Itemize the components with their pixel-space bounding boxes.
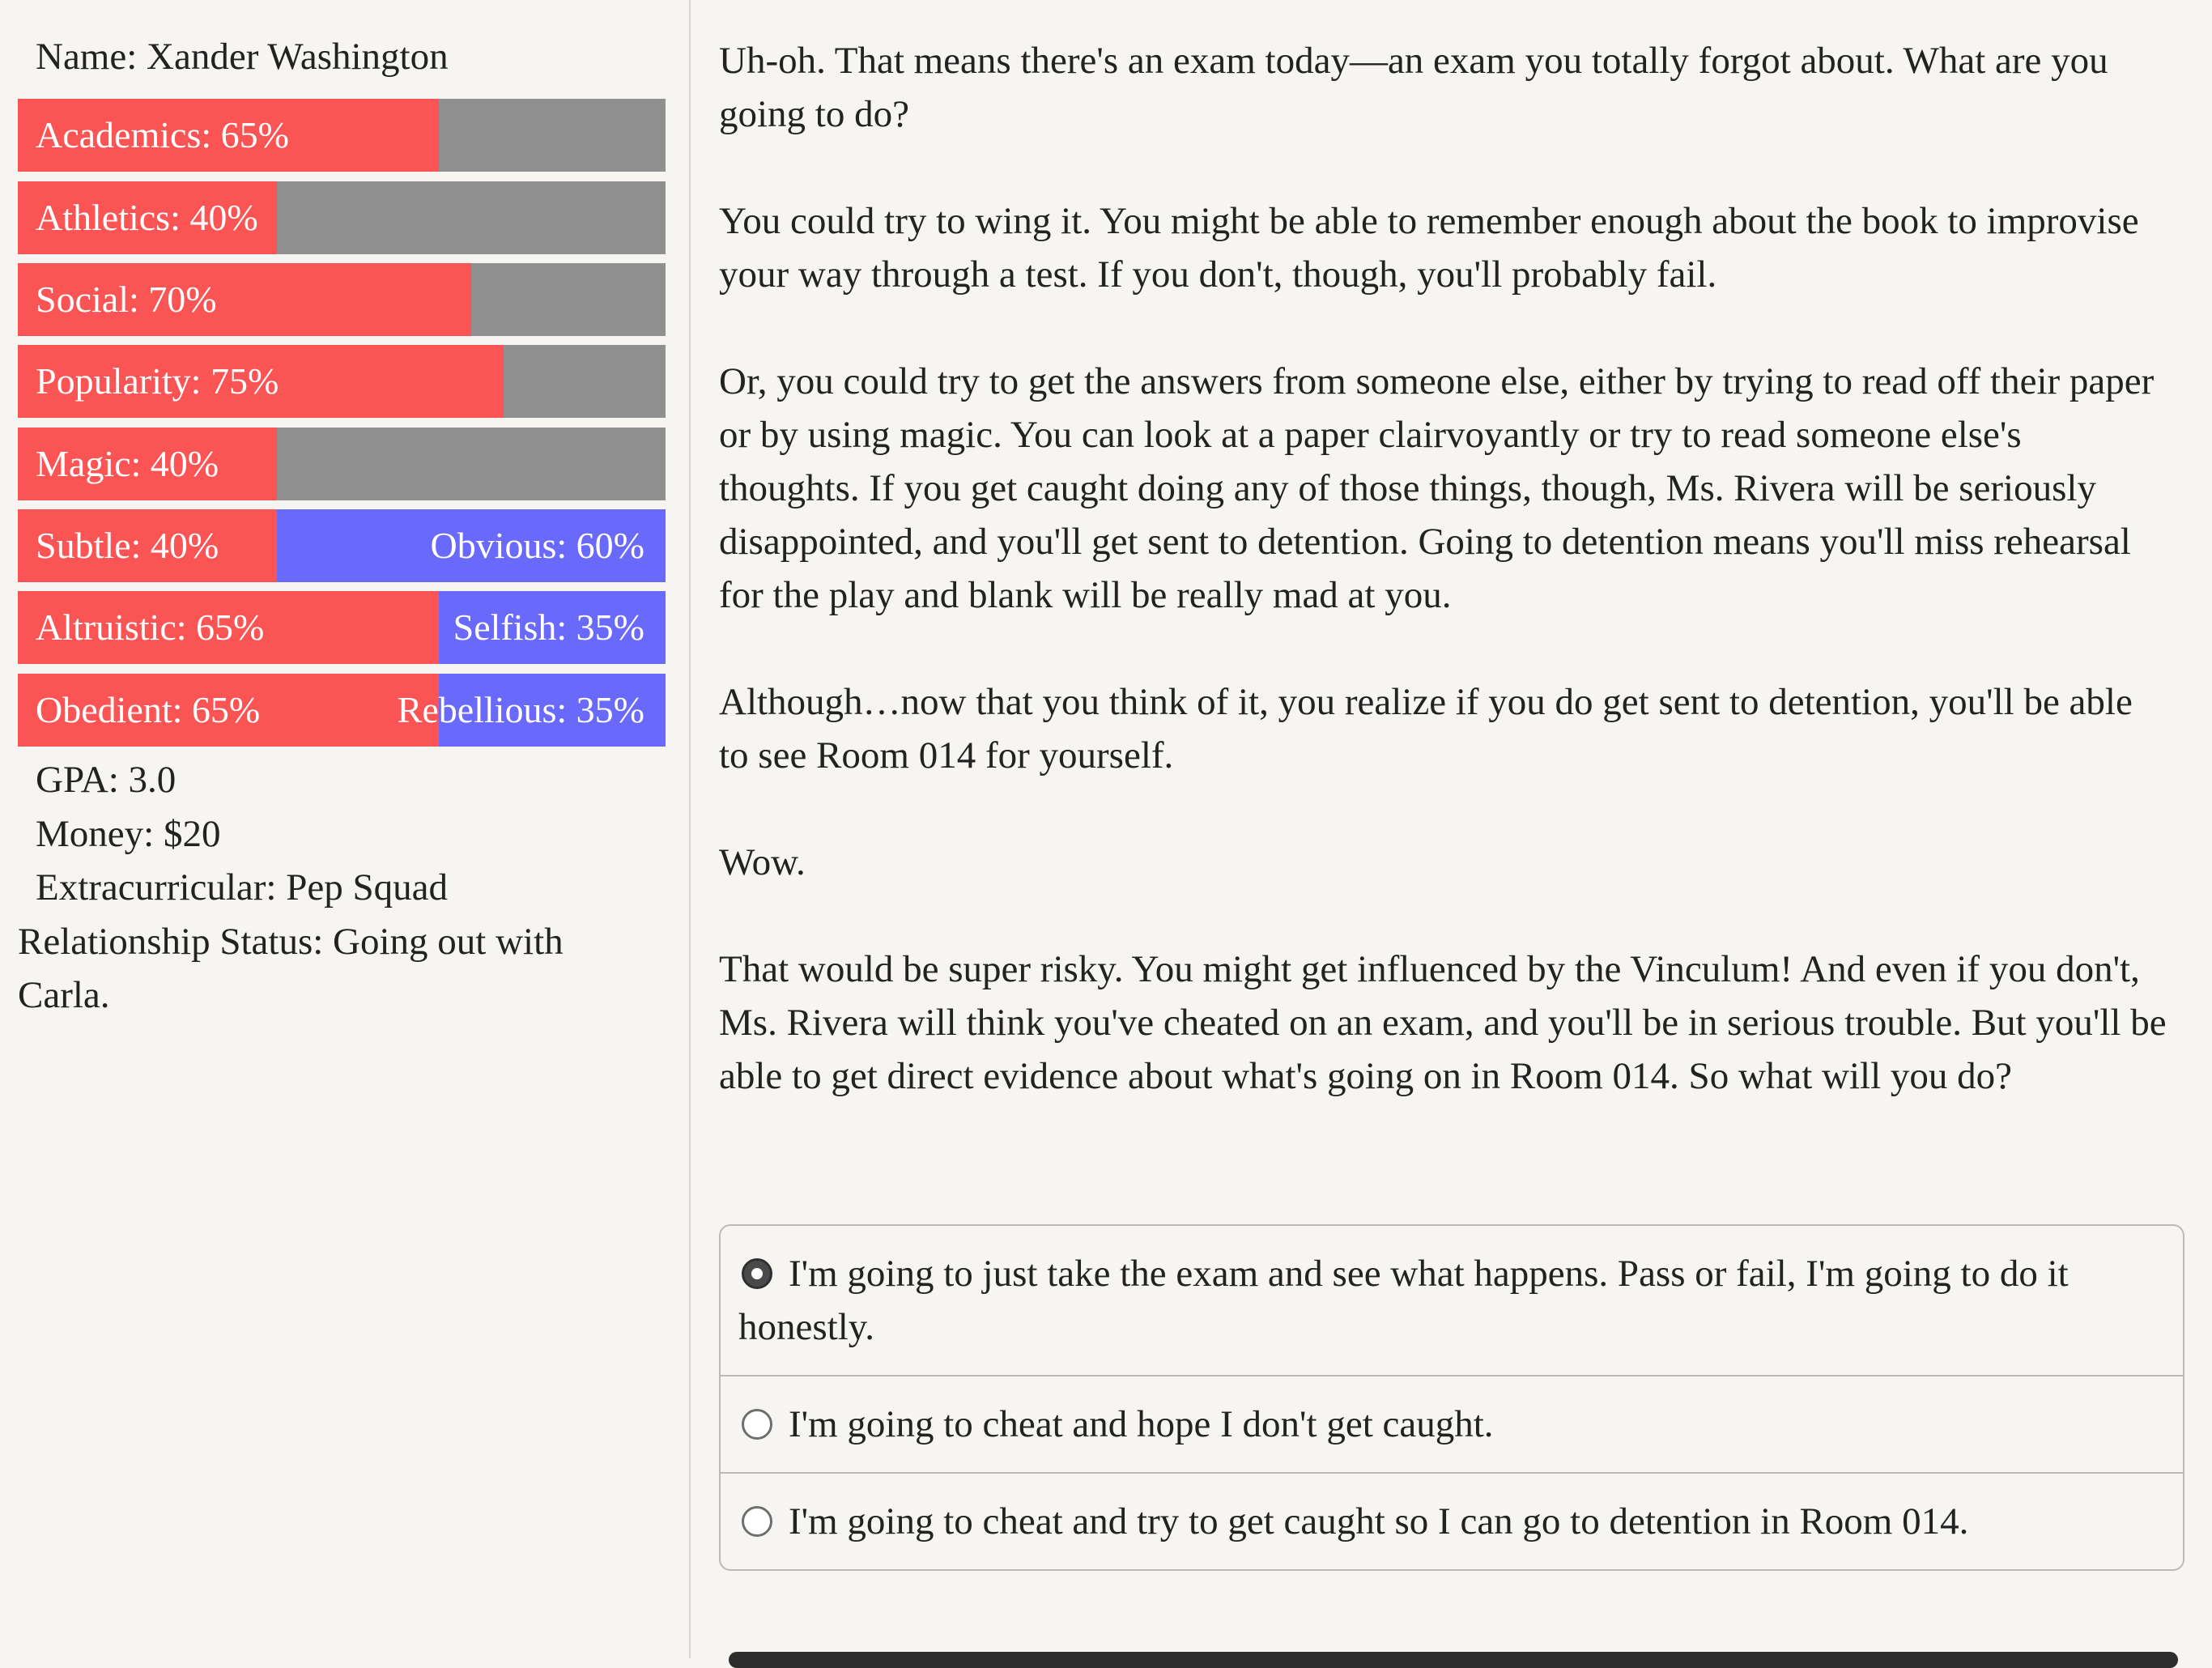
stat-bar-social [18, 263, 666, 336]
stat-bar-academics [18, 99, 666, 172]
opposed-bar-obedient-rebellious [18, 674, 666, 747]
story-paragraph: Or, you could try to get the answers from someone else, either by trying to read off their paper or by using magic. You can look at a paper clairvoyantly or try to read someone else's thoughts. If you get caught doing any of those things, though, Ms. Rivera will be seriously disappointed, and you'll get sent to detention. Going to detention means you'll miss rehearsal for the play and blank will be really mad at you. [719, 360, 2155, 616]
choice-label: I'm going to cheat and hope I don't get caught. [789, 1403, 1494, 1445]
story-text [719, 34, 2168, 1156]
radio-button[interactable] [742, 1409, 772, 1440]
character-name: Name: Xander Washington [36, 36, 449, 78]
relationship-status: Relationship Status: Going out with Carla. [18, 921, 564, 1016]
radio-button[interactable] [742, 1506, 772, 1537]
next-button-edge[interactable] [729, 1652, 2178, 1668]
gpa-text: GPA: 3.0 [36, 759, 177, 801]
opposed-bar-altruistic-selfish [18, 591, 666, 664]
stat-label: Academics: 65% [36, 114, 289, 155]
stat-label-left: Subtle: 40% [36, 525, 219, 566]
choice-option-2[interactable] [721, 1375, 2183, 1472]
money-text: Money: $20 [36, 813, 221, 855]
stat-label-right: Rebellious: 35% [397, 689, 644, 730]
stat-label-left: Altruistic: 65% [36, 606, 265, 648]
stat-label-left: Obedient: 65% [36, 689, 261, 730]
stat-bar-athletics [18, 181, 666, 254]
story-paragraph: Wow. [719, 841, 806, 883]
stat-bar-magic [18, 428, 666, 500]
choice-list [719, 1224, 2184, 1571]
radio-button[interactable] [742, 1258, 772, 1289]
choice-label: I'm going to cheat and try to get caught so I can go to detention in Room 014. [789, 1500, 1969, 1542]
story-paragraph: Although…now that you think of it, you realize if you do get sent to detention, you'll be able to see Room 014 for yourself. [719, 681, 2133, 777]
extracurricular-text: Extracurricular: Pep Squad [36, 866, 448, 908]
stat-label: Magic: 40% [36, 443, 219, 484]
choice-option-3[interactable] [721, 1472, 2183, 1569]
stat-label-right: Obvious: 60% [430, 525, 644, 566]
stat-bar-popularity [18, 345, 666, 418]
story-paragraph: That would be super risky. You might get influenced by the Vinculum! And even if you don't, Ms. Rivera will think you've cheated on an exam, and you'll be in serious trouble. But you'll be able to get direct evidence about what's going on in Room 014. So what will you do? [719, 948, 2167, 1097]
stat-label: Popularity: 75% [36, 360, 279, 402]
opposed-bar-subtle-obvious [18, 509, 666, 582]
stat-label: Athletics: 40% [36, 197, 258, 238]
stat-label-right: Selfish: 35% [453, 606, 644, 648]
story-paragraph: You could try to wing it. You might be able to remember enough about the book to improvise your way through a test. If you don't, though, you'll probably fail. [719, 200, 2139, 296]
stat-label: Social: 70% [36, 279, 217, 320]
choice-label: I'm going to just take the exam and see what happens. Pass or fail, I'm going to do it honestly. [738, 1253, 2069, 1348]
story-paragraph: Uh-oh. That means there's an exam today—an exam you totally forgot about. What are you going to do? [719, 40, 2108, 135]
stats-sidebar [0, 0, 691, 1658]
choice-option-1[interactable] [721, 1226, 2183, 1375]
